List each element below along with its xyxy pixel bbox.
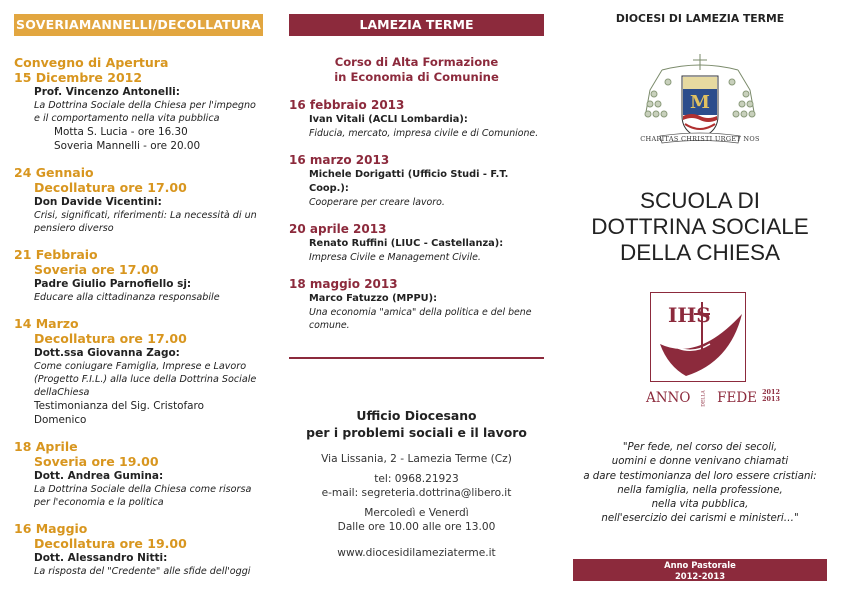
school-title-line: DOTTRINA SOCIALE: [591, 214, 809, 239]
event-location: Motta S. Lucia - ore 16.30: [54, 126, 188, 138]
svg-text:M: M: [690, 92, 710, 113]
event-date: 20 aprile 2013: [289, 222, 387, 236]
office-address: Via Lissania, 2 - Lamezia Terme (Cz): [321, 453, 512, 465]
event-speaker: Renato Ruffini (LIUC - Castellanza):: [309, 238, 504, 249]
logo-years: [762, 389, 780, 403]
event-place-time: Decollatura ore 17.00: [34, 331, 187, 346]
school-title-line: DELLA CHIESA: [619, 240, 781, 265]
event-place-time: Decollatura ore 19.00: [34, 536, 187, 551]
event-talk-title: Fiducia, mercato, impresa civile e di Comunione.: [309, 128, 539, 139]
logo-anno: ANNO: [646, 390, 691, 406]
office-name: Ufficio Diocesano: [356, 408, 477, 423]
quote-line: nella vita pubblica,: [651, 499, 749, 511]
course-title: [289, 55, 544, 85]
event-date: 15 Dicembre 2012: [14, 70, 143, 85]
office-website[interactable]: www.diocesidilameziaterme.it: [337, 547, 496, 559]
course-title-line: Corso di Alta Formazione: [334, 55, 499, 69]
event-talk-title: comune.: [309, 320, 350, 331]
event-talk-title: Una economia "amica" della politica e del bene: [309, 307, 532, 318]
footer-line: Anno Pastorale: [664, 560, 736, 570]
event-place-time: Soveria ore 17.00: [34, 262, 159, 277]
office-email[interactable]: e-mail: segreteria.dottrina@libero.it: [321, 487, 512, 499]
event-february: [14, 247, 279, 304]
office-name: per i problemi sociali e il lavoro: [306, 425, 527, 440]
event-testimony: Domenico: [34, 414, 87, 426]
event-date: 16 Maggio: [14, 521, 88, 536]
office-hours: Dalle ore 10.00 alle ore 13.00: [337, 521, 496, 533]
event-date: 16 marzo 2013: [289, 153, 390, 167]
event-date: 14 Marzo: [14, 316, 79, 331]
divider: [289, 357, 544, 359]
office-phone: tel: 0968.21923: [374, 473, 459, 485]
quote-line: nell'esercizio dei carismi e ministeri…": [601, 513, 799, 525]
logo-anno-fede: [646, 387, 780, 407]
course-title-line: in Economia di Comunine: [334, 70, 499, 84]
event-feb-2013: [289, 98, 551, 140]
event-talk-title: pensiero diverso: [34, 223, 114, 234]
event-talk-title: La Dottrina Sociale della Chiesa come risorsa: [34, 484, 252, 495]
event-place-time: Soveria ore 19.00: [34, 454, 159, 469]
event-date: 24 Gennaio: [14, 165, 94, 180]
event-talk-title: La Dottrina Sociale della Chiesa per l'impegno: [34, 100, 256, 111]
event-date: 18 Aprile: [14, 439, 78, 454]
event-speaker: Padre Giulio Parnofiello sj:: [34, 278, 192, 290]
faith-quote: [573, 441, 827, 527]
logo-year: 2013: [762, 395, 780, 403]
diocese-name: DIOCESI DI LAMEZIA TERME: [615, 12, 785, 25]
pastoral-year-footer: [573, 559, 827, 581]
quote-line: "Per fede, nel corso dei secoli,: [622, 442, 778, 453]
event-speaker: Don Davide Vicentini:: [34, 196, 162, 208]
event-title: Convegno di Apertura: [14, 55, 169, 70]
event-mar-2013: [289, 153, 551, 209]
event-march: [14, 316, 279, 427]
event-testimony: Testimonianza del Sig. Cristofaro: [34, 400, 204, 412]
event-date: 18 maggio 2013: [289, 277, 398, 291]
office-days: Mercoledì e Venerdì: [364, 507, 469, 519]
quote-line: uomini e donne venivano chiamati: [611, 456, 789, 468]
school-title-line: SCUOLA DI: [639, 188, 761, 213]
quote-line: a dare testimonianza del loro essere cristiani:: [583, 470, 817, 482]
event-talk-title: Cooperare per creare lavoro.: [309, 197, 445, 208]
event-talk-title: Crisi, significati, riferimenti: La necessità di un: [34, 210, 257, 221]
event-speaker: Ivan Vitali (ACLI Lombardia):: [309, 114, 468, 125]
event-speaker: Marco Fatuzzo (MPPU):: [309, 293, 438, 304]
footer-line: 2012-2013: [674, 570, 726, 581]
event-place-time: Decollatura ore 17.00: [34, 180, 187, 195]
middle-events: [289, 98, 551, 332]
quote-line: nella famiglia, nella professione,: [617, 484, 783, 496]
event-speaker: Dott.ssa Giovanna Zago:: [34, 347, 180, 359]
event-talk-title: Come coniugare Famiglia, Imprese e Lavoro: [34, 361, 247, 372]
event-january: [14, 165, 279, 235]
event-talk-title: Impresa Civile e Management Civile.: [309, 252, 481, 263]
event-location: Soveria Mannelli - ore 20.00: [54, 140, 201, 152]
coat-of-arms-motto: CHARITAS CHRISTI URGET NOS: [640, 135, 760, 143]
logo-year: 2012: [762, 388, 780, 396]
logo-della: DELLA: [701, 390, 707, 407]
event-may: [14, 521, 279, 578]
year-of-faith-logo: [646, 292, 780, 410]
event-apr-2013: [289, 222, 551, 264]
event-may-2013: [289, 277, 551, 332]
event-talk-title: per l'economia e la politica: [34, 497, 164, 508]
event-speaker: Prof. Vincenzo Antonelli:: [34, 86, 180, 98]
event-speaker: Dott. Andrea Gumina:: [34, 470, 164, 482]
school-title: [573, 188, 827, 266]
left-header: SOVERIAMANNELLI/DECOLLATURA: [14, 14, 263, 36]
event-speaker: Dott. Alessandro Nitti:: [34, 552, 168, 564]
office-info: [289, 407, 544, 560]
event-talk-title: e il comportamento nella vita pubblica: [34, 113, 220, 124]
left-events: [14, 55, 279, 578]
event-talk-title: (Progetto F.I.L.) alla luce della Dottrina Sociale: [34, 374, 257, 385]
event-talk-title: Educare alla cittadinanza responsabile: [34, 292, 220, 303]
logo-ihs: IHS: [668, 303, 711, 327]
logo-fede: FEDE: [717, 390, 758, 406]
event-talk-title: dellaChiesa: [34, 387, 90, 398]
event-april: [14, 439, 279, 509]
event-date: 21 Febbraio: [14, 247, 98, 262]
event-opening: [14, 55, 279, 153]
event-talk-title: La risposta del "Credente" alle sfide dell'oggi: [34, 566, 251, 577]
event-speaker: Michele Dorigatti (Ufficio Studi - F.T. Coop.):: [309, 169, 509, 194]
middle-header: LAMEZIA TERME: [289, 14, 544, 36]
event-date: 16 febbraio 2013: [289, 98, 405, 112]
